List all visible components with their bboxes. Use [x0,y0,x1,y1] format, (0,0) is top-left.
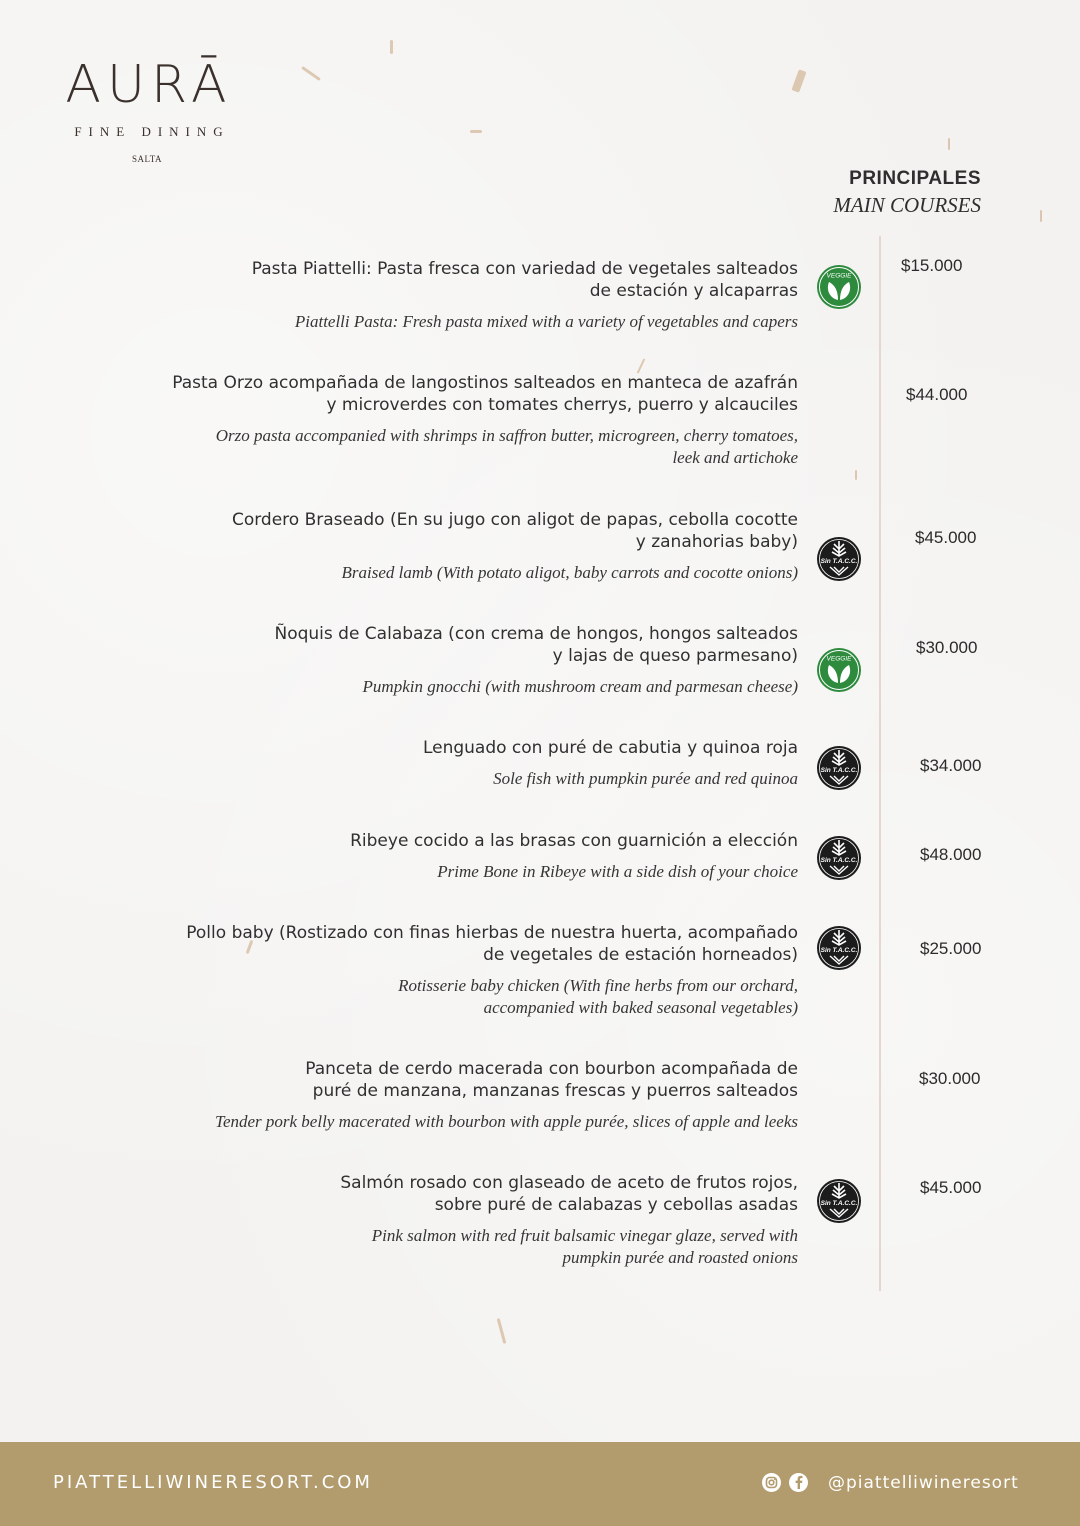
dish-name-es-line: Panceta de cerdo macerada con bourbon acompañada de [305,1059,798,1079]
dish-name-es [98,1172,798,1216]
gluten-free-badge-icon [817,1179,861,1223]
svg-text:Sin T.A.C.C.: Sin T.A.C.C. [820,947,858,954]
dish-name-en [98,768,798,790]
svg-text:VEGGIE: VEGGIE [826,655,852,663]
veggie-badge-icon [817,265,861,309]
paper-fleck [390,40,393,54]
dish-name-en-line: Piattelli Pasta: Fresh pasta mixed with a variety of vegetables and capers [294,312,798,331]
dish-item [98,372,798,469]
section-header [833,168,981,218]
section-title-en: MAIN COURSES [833,193,981,217]
paper-fleck [791,69,806,92]
social-handle[interactable]: @piattelliwineresort [828,1473,1019,1493]
dish-name-es-line: puré de manzana, manzanas frescas y puerros salteados [312,1081,798,1101]
dish-name-es [98,830,798,852]
dish-name-en-line: Orzo pasta accompanied with shrimps in saffron butter, microgreen, cherry tomatoes, [215,426,798,445]
svg-text:VEGGIE: VEGGIE [826,272,852,280]
dish-item [98,830,798,883]
dish-price: $15.000 [901,256,963,275]
dish-name-en [98,562,798,584]
dish-name-es-line: y lajas de queso parmesano) [552,646,798,666]
dish-name-en [98,676,798,698]
brand-tagline: FINE DINING [74,124,230,139]
dish-name-es-line: y zanahorias baby) [635,532,798,552]
dish-name-es [98,922,798,966]
dish-name-es-line: Ñoquis de Calabaza (con crema de hongos, hongos salteados [274,624,798,644]
svg-text:Sin T.A.C.C.: Sin T.A.C.C. [820,857,858,864]
instagram-icon[interactable] [762,1473,781,1492]
brand-logo [54,55,244,164]
dish-name-es [98,1058,798,1102]
svg-text:Sin T.A.C.C.: Sin T.A.C.C. [820,767,858,774]
dish-name-en-line: pumpkin purée and roasted onions [562,1248,798,1267]
dish-name-es-line: Ribeye cocido a las brasas con guarnición a elección [350,831,798,851]
dish-name-es-line: Pasta Orzo acompañada de langostinos salteados en manteca de azafrán [172,373,798,393]
paper-fleck [1040,210,1042,222]
dish-name-en-line: Pumpkin gnocchi (with mushroom cream and parmesan cheese) [362,677,798,696]
dish-name-es [98,258,798,302]
dish-price: $30.000 [916,638,978,657]
dish-name-en-line: Tender pork belly macerated with bourbon with apple purée, slices of apple and leeks [215,1112,798,1131]
dish-item [98,509,798,584]
veggie-badge-icon [817,648,861,692]
paper-fleck [948,138,950,150]
footer-bar [0,1442,1080,1526]
svg-text:Sin T.A.C.C.: Sin T.A.C.C. [820,1200,858,1207]
dish-name-en-line: Pink salmon with red fruit balsamic vinegar glaze, served with [371,1226,798,1245]
dish-item [98,1172,798,1269]
dish-name-en-line: Sole fish with pumpkin purée and red quinoa [493,769,798,788]
dish-item [98,922,798,1019]
dish-name-en-line: leek and artichoke [672,448,798,467]
social-icons [762,1470,816,1494]
dish-name-es-line: y microverdes con tomates cherrys, puerro y alcauciles [326,395,798,415]
dish-name-es [98,509,798,553]
dish-name-es [98,372,798,416]
section-title-es: PRINCIPALES [849,168,981,189]
dish-name-en [98,861,798,883]
dish-price: $34.000 [920,756,982,775]
website-link[interactable]: PIATTELLIWINERESORT.COM [53,1472,373,1493]
svg-text:Sin T.A.C.C.: Sin T.A.C.C. [820,558,858,565]
dish-name-es-line: Salmón rosado con glaseado de aceto de frutos rojos, [340,1173,798,1193]
dish-item [98,1058,798,1133]
brand-location: SALTA [132,154,162,164]
dish-price: $48.000 [920,845,982,864]
dish-name-es-line: Pollo baby (Rostizado con finas hierbas de nuestra huerta, acompañado [186,923,798,943]
dish-name-es-line: sobre puré de calabazas y cebollas asadas [434,1195,798,1215]
dish-name-en-line: accompanied with baked seasonal vegetables) [483,998,798,1017]
dish-name-es-line: de estación y alcaparras [589,281,798,301]
facebook-icon[interactable] [789,1473,808,1492]
dish-item [98,258,798,333]
dish-name-es-line: Cordero Braseado (En su jugo con aligot de papas, cebolla cocotte [231,510,798,530]
dish-item [98,737,798,790]
paper-fleck [497,1318,507,1344]
dish-price: $44.000 [906,385,968,404]
dish-name-en-line: Prime Bone in Ribeye with a side dish of your choice [437,862,798,881]
paper-fleck [855,470,857,480]
dish-name-es [98,737,798,759]
price-divider [879,236,881,1291]
dish-price: $45.000 [915,528,977,547]
dish-price: $30.000 [919,1069,981,1088]
dish-price: $25.000 [920,939,982,958]
dish-name-en [98,311,798,333]
paper-fleck [301,66,321,81]
dish-name-en-line: Braised lamb (With potato aligot, baby carrots and cocotte onions) [341,563,798,582]
dish-name-es-line: Pasta Piattelli: Pasta fresca con variedad de vegetales salteados [251,259,798,279]
dish-name-en [98,425,798,469]
gluten-free-badge-icon [817,836,861,880]
dish-name-es-line: de vegetales de estación horneados) [483,945,798,965]
dish-name-es [98,623,798,667]
dish-price: $45.000 [920,1178,982,1197]
brand-name: AURĀ [65,55,233,115]
dish-name-en [98,1111,798,1133]
gluten-free-badge-icon [817,537,861,581]
dish-name-es-line: Lenguado con puré de cabutia y quinoa roja [422,738,798,758]
dish-name-en-line: Rotisserie baby chicken (With fine herbs from our orchard, [398,976,798,995]
gluten-free-badge-icon [817,926,861,970]
dish-name-en [98,975,798,1019]
dish-item [98,623,798,698]
gluten-free-badge-icon [817,746,861,790]
dish-name-en [98,1225,798,1269]
paper-fleck [470,130,482,133]
